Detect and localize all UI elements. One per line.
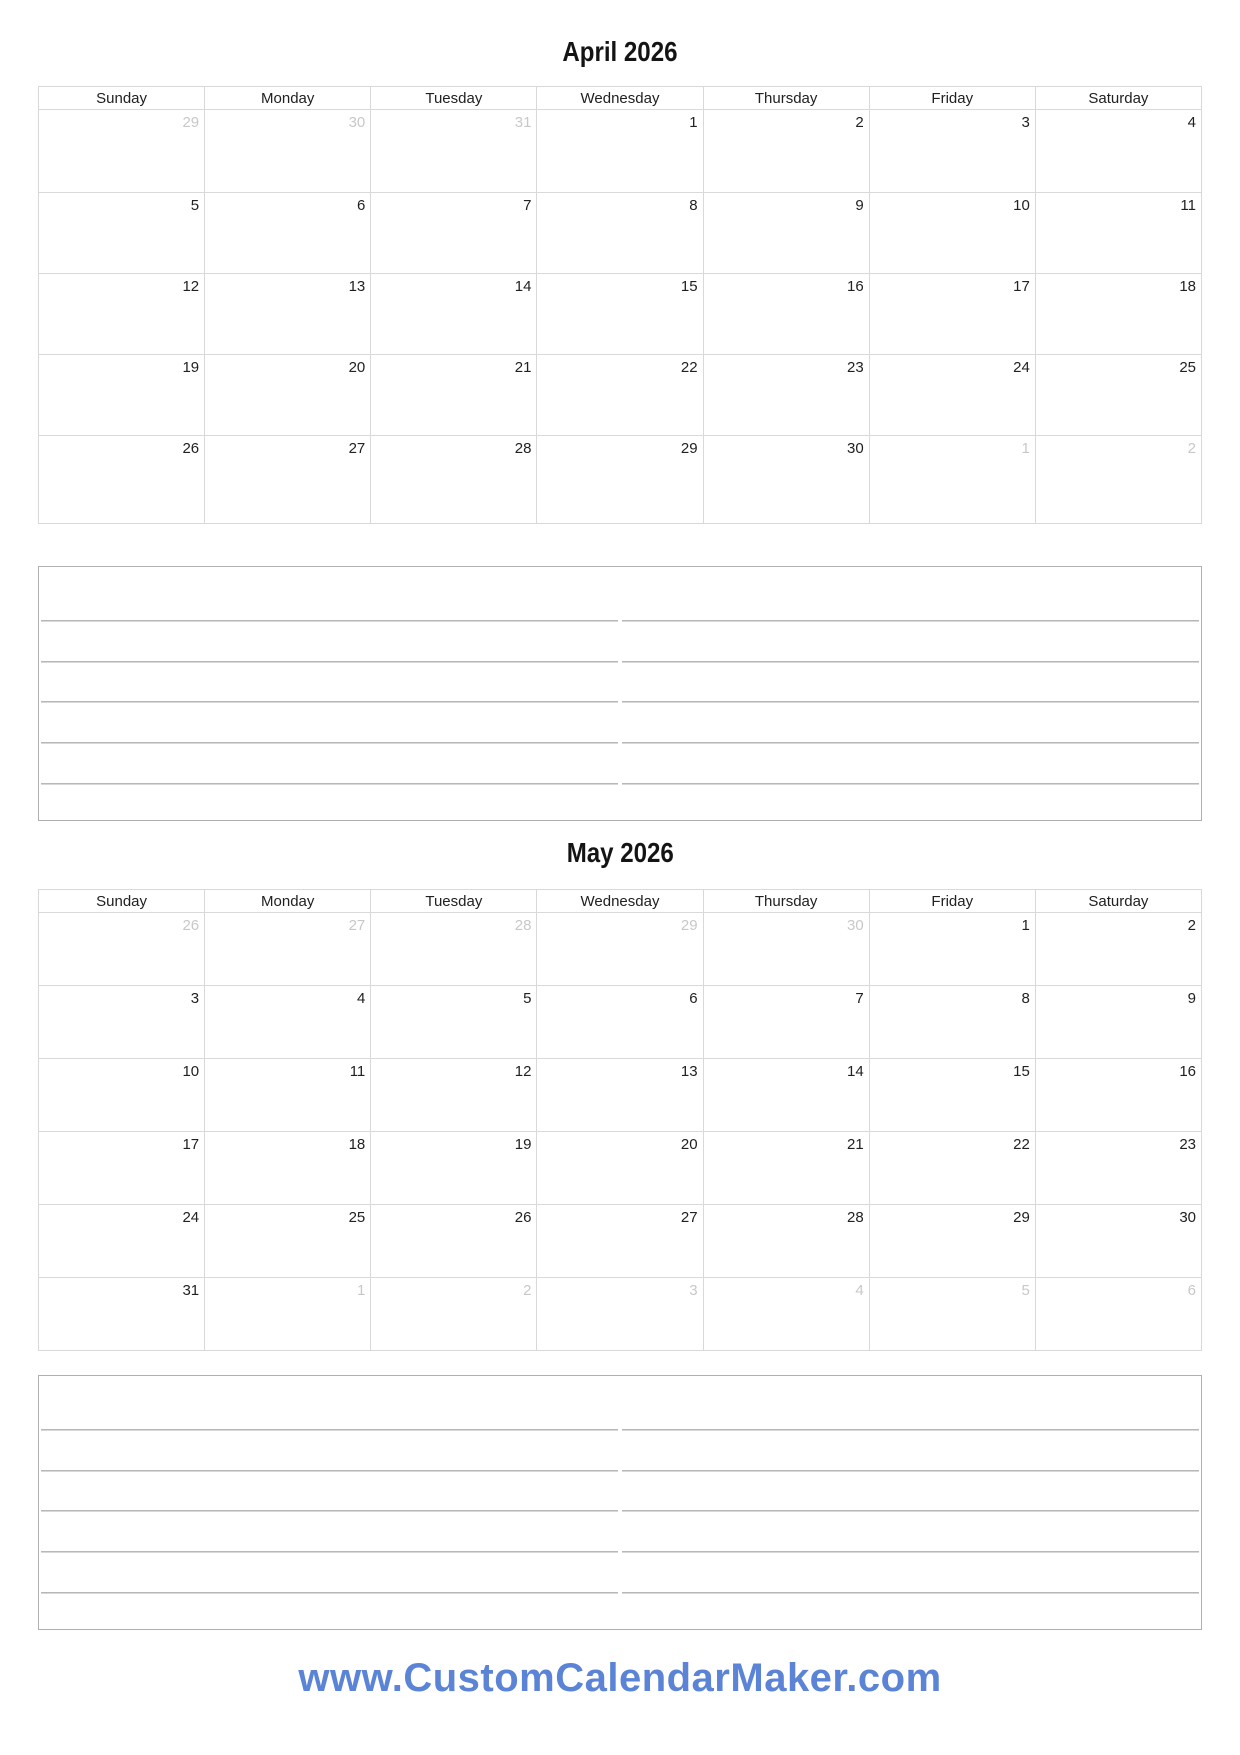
day-cell: 19	[39, 355, 205, 436]
notes-rule-line	[41, 1592, 1199, 1594]
day-cell-adjacent-month: 30	[205, 110, 371, 193]
day-header: Sunday	[39, 87, 205, 110]
day-cell: 25	[205, 1205, 371, 1278]
day-cell: 27	[205, 436, 371, 524]
day-cell-adjacent-month: 29	[39, 110, 205, 193]
day-cell: 7	[371, 193, 537, 274]
day-cell: 20	[205, 355, 371, 436]
notes-rule-line	[41, 1470, 1199, 1472]
day-header: Saturday	[1035, 890, 1201, 913]
day-cell: 2	[703, 110, 869, 193]
day-cell: 23	[703, 355, 869, 436]
day-cell: 13	[205, 274, 371, 355]
day-cell: 9	[703, 193, 869, 274]
day-cell-adjacent-month: 2	[1035, 436, 1201, 524]
day-cell-adjacent-month: 2	[371, 1278, 537, 1351]
day-cell: 25	[1035, 355, 1201, 436]
week-row	[39, 193, 1202, 274]
day-header-row	[39, 890, 1202, 913]
day-cell: 24	[869, 355, 1035, 436]
day-cell-adjacent-month: 1	[869, 436, 1035, 524]
april-notes-area	[38, 566, 1202, 821]
day-cell: 15	[537, 274, 703, 355]
may-calendar-table	[38, 889, 1202, 1351]
day-cell: 31	[39, 1278, 205, 1351]
day-header: Wednesday	[537, 890, 703, 913]
week-row	[39, 110, 1202, 193]
day-cell: 22	[537, 355, 703, 436]
notes-rule-line	[41, 783, 1199, 785]
day-cell: 10	[39, 1059, 205, 1132]
day-cell: 23	[1035, 1132, 1201, 1205]
day-cell: 8	[869, 986, 1035, 1059]
day-header-row	[39, 890, 1202, 913]
month-section-april	[0, 0, 1240, 821]
day-cell-adjacent-month: 28	[371, 913, 537, 986]
week-row	[39, 1205, 1202, 1278]
day-cell: 19	[371, 1132, 537, 1205]
day-cell: 12	[39, 274, 205, 355]
day-header: Friday	[869, 87, 1035, 110]
day-header: Tuesday	[371, 890, 537, 913]
day-header-row	[39, 87, 1202, 110]
day-cell: 16	[1035, 1059, 1201, 1132]
day-header: Thursday	[703, 890, 869, 913]
day-header: Tuesday	[371, 87, 537, 110]
day-cell: 6	[537, 986, 703, 1059]
notes-rule-line	[41, 620, 1199, 622]
day-cell: 28	[703, 1205, 869, 1278]
day-cell: 10	[869, 193, 1035, 274]
day-cell-adjacent-month: 4	[703, 1278, 869, 1351]
day-cell: 9	[1035, 986, 1201, 1059]
week-row	[39, 436, 1202, 524]
day-cell: 17	[39, 1132, 205, 1205]
day-cell: 18	[1035, 274, 1201, 355]
day-cell: 27	[537, 1205, 703, 1278]
day-cell-adjacent-month: 3	[537, 1278, 703, 1351]
day-cell: 11	[205, 1059, 371, 1132]
day-cell: 2	[1035, 913, 1201, 986]
month-title-april	[0, 0, 1240, 68]
day-cell-adjacent-month: 5	[869, 1278, 1035, 1351]
day-cell: 4	[205, 986, 371, 1059]
day-cell: 20	[537, 1132, 703, 1205]
watermark-link[interactable]: www.CustomCalendarMaker.com	[298, 1656, 942, 1700]
day-cell: 11	[1035, 193, 1201, 274]
day-cell-adjacent-month: 29	[537, 913, 703, 986]
day-cell: 5	[371, 986, 537, 1059]
notes-rule-line	[41, 1551, 1199, 1553]
april-calendar-body	[39, 110, 1202, 524]
week-row	[39, 1059, 1202, 1132]
may-notes-area	[38, 1375, 1202, 1630]
notes-rule-line	[41, 742, 1199, 744]
day-cell-adjacent-month: 6	[1035, 1278, 1201, 1351]
day-cell: 3	[39, 986, 205, 1059]
notes-rule-line	[41, 1510, 1199, 1512]
month-title-text: April 2026	[562, 36, 678, 67]
notes-rule-line	[41, 1429, 1199, 1431]
week-row	[39, 986, 1202, 1059]
day-cell: 14	[703, 1059, 869, 1132]
notes-rule-line	[41, 661, 1199, 663]
day-cell: 28	[371, 436, 537, 524]
week-row	[39, 1132, 1202, 1205]
week-row	[39, 913, 1202, 986]
day-cell: 7	[703, 986, 869, 1059]
day-cell: 26	[371, 1205, 537, 1278]
day-cell: 3	[869, 110, 1035, 193]
day-cell: 13	[537, 1059, 703, 1132]
day-cell: 1	[869, 913, 1035, 986]
week-row	[39, 1278, 1202, 1351]
day-header: Sunday	[39, 890, 205, 913]
day-cell: 22	[869, 1132, 1035, 1205]
day-cell: 17	[869, 274, 1035, 355]
day-header: Thursday	[703, 87, 869, 110]
day-header: Wednesday	[537, 87, 703, 110]
day-cell: 21	[703, 1132, 869, 1205]
day-cell: 6	[205, 193, 371, 274]
day-cell: 14	[371, 274, 537, 355]
week-row	[39, 355, 1202, 436]
day-header: Monday	[205, 890, 371, 913]
day-cell: 24	[39, 1205, 205, 1278]
day-cell: 8	[537, 193, 703, 274]
month-title-may	[0, 821, 1240, 869]
day-cell: 4	[1035, 110, 1201, 193]
month-title-text: May 2026	[566, 837, 674, 868]
day-header: Saturday	[1035, 87, 1201, 110]
day-header: Friday	[869, 890, 1035, 913]
day-cell: 5	[39, 193, 205, 274]
day-header-row	[39, 87, 1202, 110]
april-calendar-table	[38, 86, 1202, 524]
day-cell: 29	[537, 436, 703, 524]
day-cell: 30	[703, 436, 869, 524]
week-row	[39, 274, 1202, 355]
day-cell-adjacent-month: 26	[39, 913, 205, 986]
may-calendar-body	[39, 913, 1202, 1351]
day-cell: 16	[703, 274, 869, 355]
day-cell: 15	[869, 1059, 1035, 1132]
day-cell-adjacent-month: 1	[205, 1278, 371, 1351]
day-cell: 21	[371, 355, 537, 436]
month-section-may	[0, 821, 1240, 1630]
day-cell: 1	[537, 110, 703, 193]
notes-rule-line	[41, 701, 1199, 703]
day-cell: 26	[39, 436, 205, 524]
day-cell-adjacent-month: 31	[371, 110, 537, 193]
day-cell: 30	[1035, 1205, 1201, 1278]
day-cell-adjacent-month: 27	[205, 913, 371, 986]
day-cell-adjacent-month: 30	[703, 913, 869, 986]
day-cell: 29	[869, 1205, 1035, 1278]
day-header: Monday	[205, 87, 371, 110]
day-cell: 18	[205, 1132, 371, 1205]
day-cell: 12	[371, 1059, 537, 1132]
